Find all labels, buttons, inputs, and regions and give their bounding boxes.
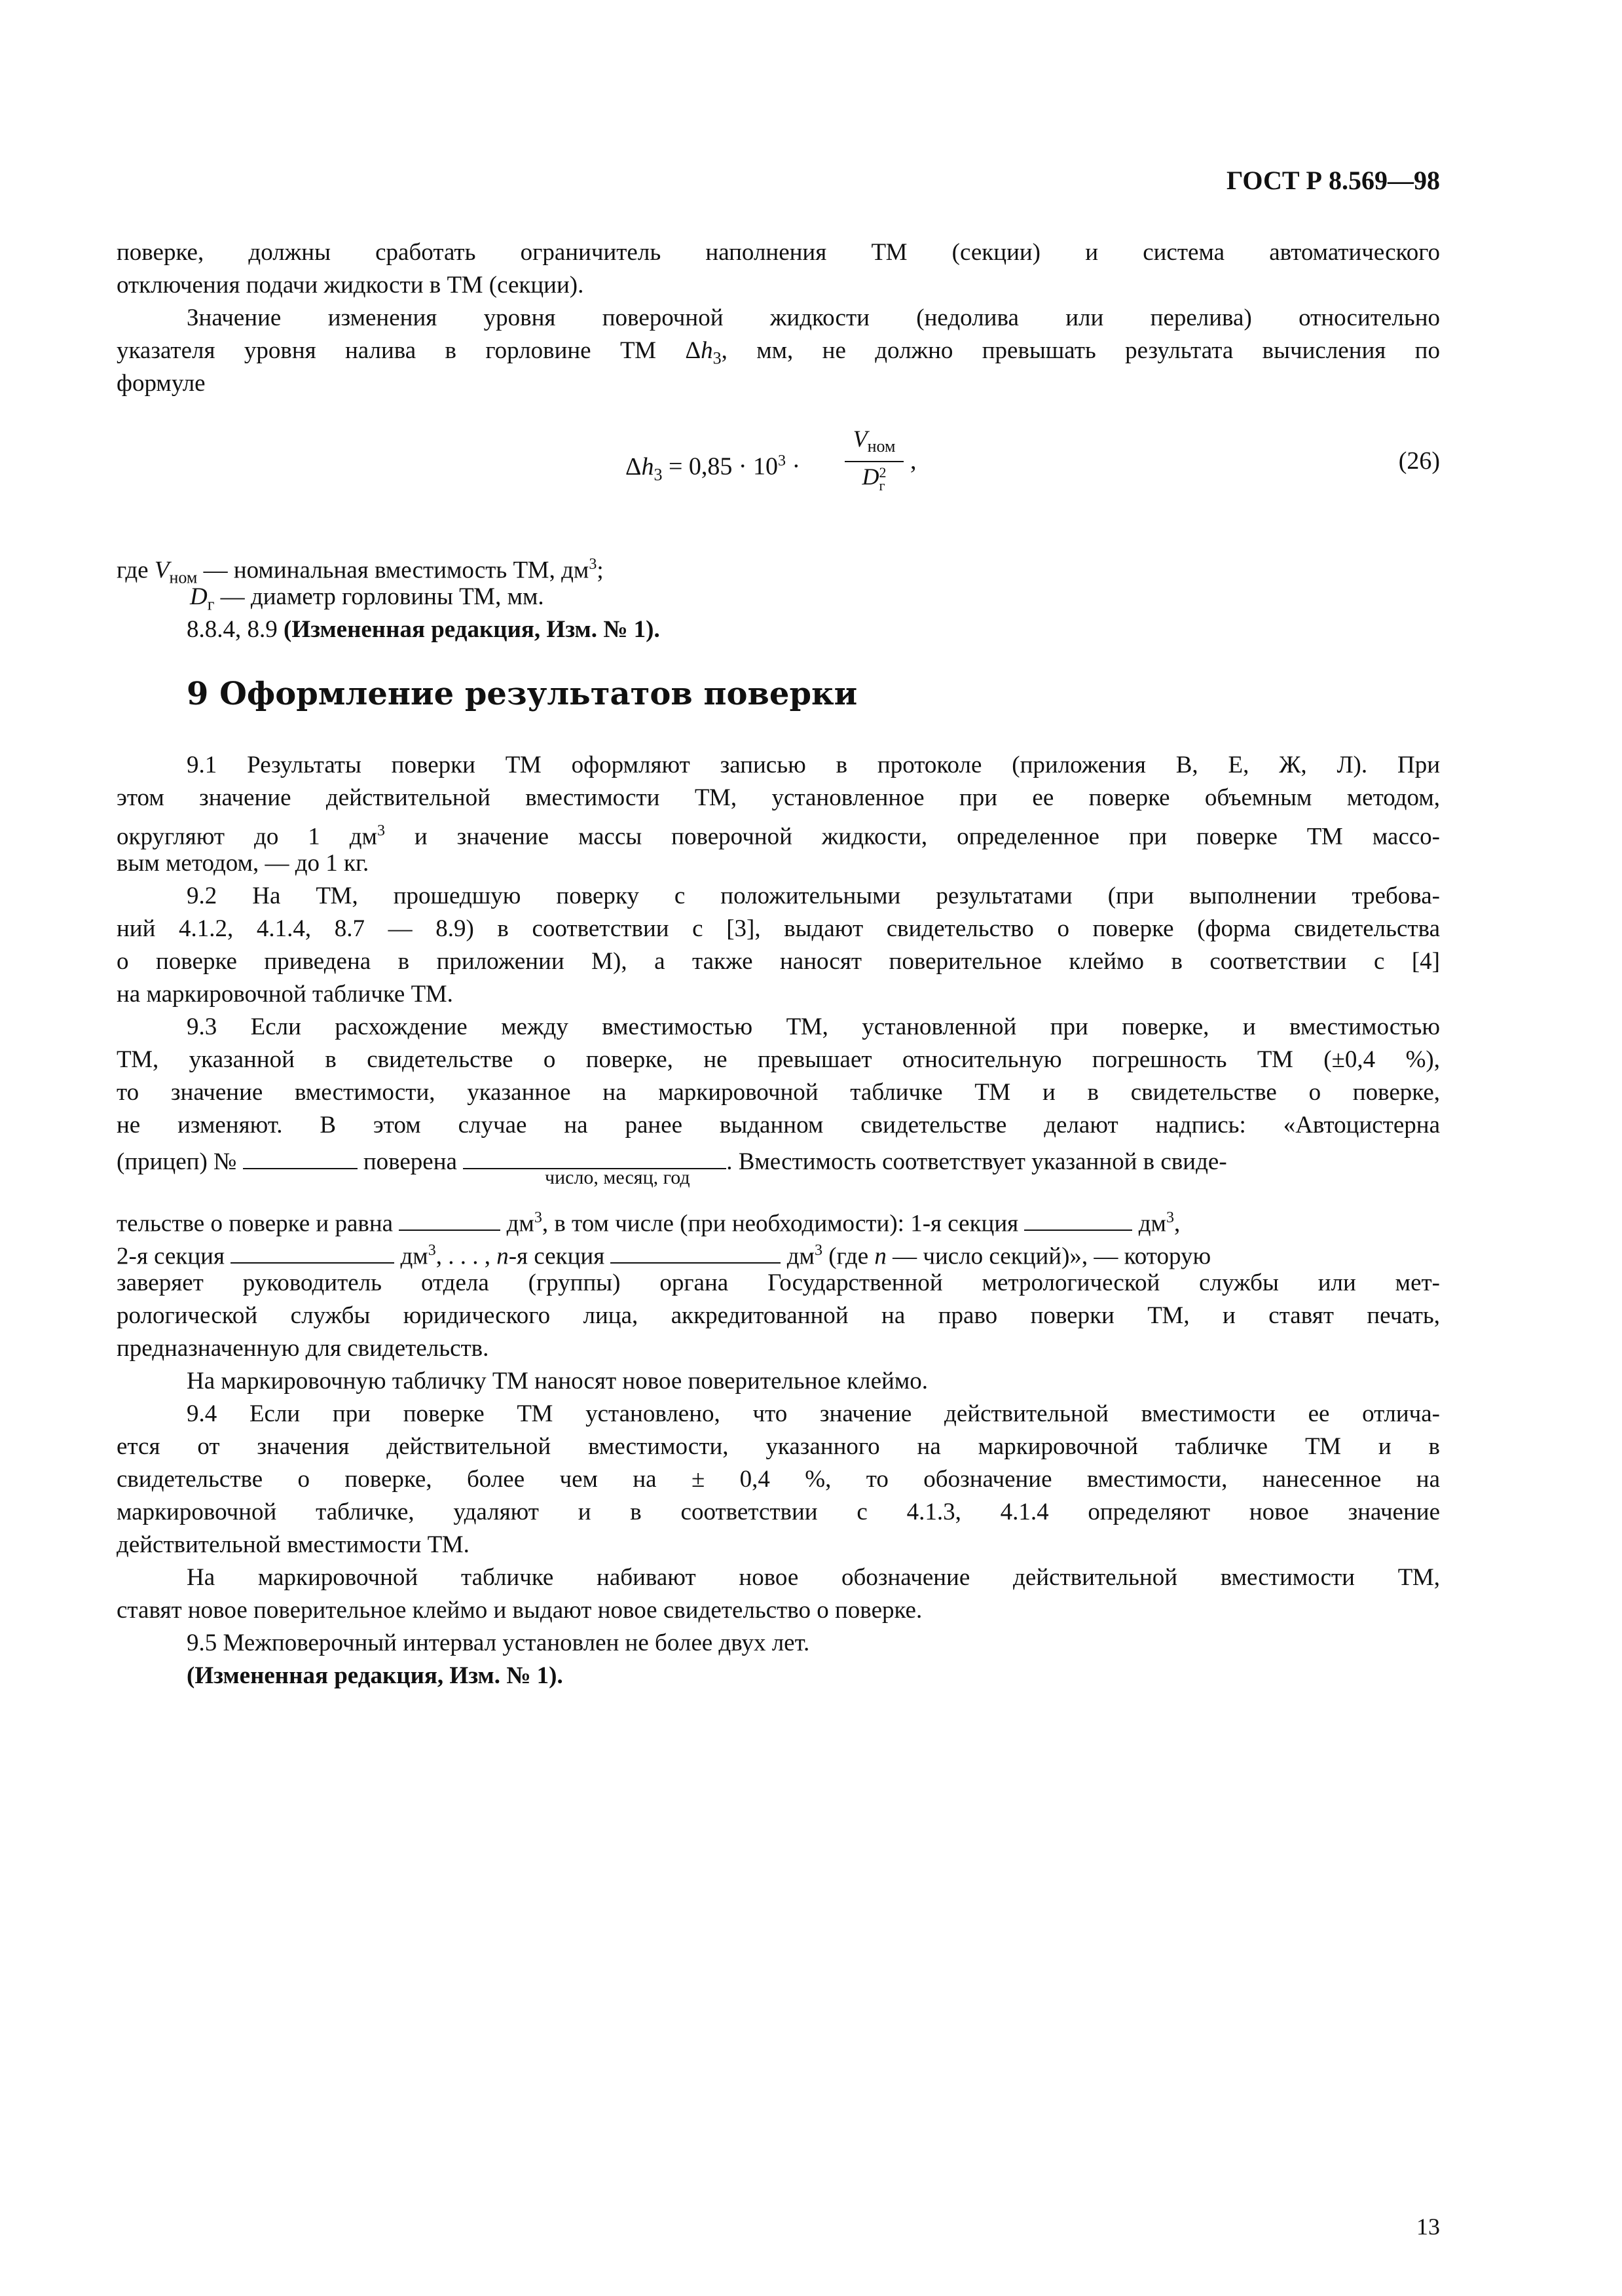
text-line: действительной вместимости ТМ. [117,1531,470,1558]
formula-dot: · [792,452,801,481]
text-line: о поверке приведена в приложении М), а также наносят поверительное клеймо в соответствии с [4] [117,948,1440,975]
text-line: ставят новое поверительное клеймо и выдают новое свидетельство о поверке. [117,1597,923,1624]
formula-rhs: = 0,85 · 10 [668,452,779,481]
text-line: ется от значения действительной вместимости, указанного на маркировочной табличке ТМ и в [117,1433,1440,1460]
section-title: 9 Оформление результатов поверки [187,676,858,712]
blank-field [243,1142,358,1169]
blank-field [1024,1204,1132,1231]
text-line: $D_г$ — диаметр горловины ТМ, мм. [190,583,544,614]
text-line: поверке, должны сработать ограничитель наполнения ТМ (секции) и система автоматического [117,239,1440,266]
caption-date: число, месяц, год [545,1167,690,1188]
text-line: 9.5 Межповерочный интервал установлен не более двух лет. [187,1630,810,1656]
text-span: , мм, не должно превышать результата вычисления по [721,337,1440,364]
text-line: 9.1 Результаты поверки ТМ оформляют записью в протоколе (приложения В, Е, Ж, Л). При [187,752,1440,778]
text-line: ний 4.1.2, 4.1.4, 8.7 — 8.9) в соответствии с [3], выдают свидетельство о поверке (форма свидетельства [117,915,1440,942]
text-line: ТМ, указанной в свидетельстве о поверке, не превышает относительную погрешность ТМ (±0,4 %), [117,1046,1440,1073]
subscript: ном [867,437,896,456]
text-line: формуле [117,370,206,397]
text-line: округляют до 1 $дм^3$ и значение массы поверочной жидкости, определенное при поверке ТМ массо- [117,822,1440,850]
text-line: то значение вместимости, указанное на маркировочной табличке ТМ и в свидетельстве о поверке, [117,1079,1440,1106]
text-line: отключения подачи жидкости в ТМ (секции). [117,272,584,299]
text-line: рологической службы юридического лица, аккредитованной на право поверки ТМ, и ставят печать, [117,1302,1440,1329]
superscript: 3 [778,452,786,469]
text-line: на маркировочной табличке ТМ. [117,981,453,1008]
document-header: ГОСТ Р 8.569—98 [1226,166,1440,195]
text-line: 8.8.4, 8.9 (Измененная редакция, Изм. № 1). [187,616,660,643]
text-line: тельстве о поверке и равна $дм^3$, в том числе (при необходимости): 1-я секция $дм^3$, [117,1202,1440,1239]
formula-lhs: $\Delta h_3$ [625,452,663,484]
text-line: 9.4 Если при поверке ТМ установлено, что значение действительной вместимости ее отлича- [187,1400,1440,1427]
formula-comma: , [910,447,917,475]
text-line: 9.2 На ТМ, прошедшую поверку с положительными результатами (при выполнении требова- [187,883,1440,909]
subscript: 3 [712,348,722,368]
text-line: На маркировочную табличку ТМ наносят новое поверительное клеймо. [187,1368,929,1394]
subscript: 3 [654,465,663,484]
text-line: 9.3 Если расхождение между вместимостью ТМ, установленной при поверке, и вместимостью [187,1013,1440,1040]
formula-26 [625,445,800,490]
text-line: 2-я секция $дм^3$, . . . , n-я секция $дм^3$ (где n — число секций)», — которую [117,1235,1440,1272]
text-line: не изменяют. В этом случае на ранее выданном свидетельстве делают надпись: «Автоцистерна [117,1112,1440,1139]
formula-fraction [845,424,904,492]
text-line: заверяет руководитель отдела (группы) органа Государственной метрологической службы или мет- [117,1269,1440,1296]
fraction-numerator: $V_{ном}$ [845,424,904,462]
text-line: (прицеп) № поверена . Вместимость соответствует указанной в свиде- [117,1142,1440,1178]
text-line: указателя уровня налива в горловине ТМ $\Delta h_3$, мм, не должно превышать результата вычисления по [117,337,1440,368]
text-line: вым методом, — до 1 кг. [117,850,369,877]
text-line: маркировочной табличке, удаляют и в соответствии с 4.1.3, 4.1.4 определяют новое значение [117,1499,1440,1525]
text-line: этом значение действительной вместимости ТМ, установленное при ее поверке объемным методом, [117,784,1440,811]
text-span: указателя уровня налива в горловине ТМ Δ [117,337,701,364]
amendment-note: (Измененная редакция, Изм. № 1). [187,1662,563,1689]
text-line: предназначенную для свидетельств. [117,1335,489,1362]
text-line: На маркировочной табличке набивают новое обозначение действительной вместимости ТМ, [187,1564,1440,1591]
text-line: свидетельстве о поверке, более чем на ± 0,4 %, то обозначение вместимости, нанесенное на [117,1466,1440,1493]
formula-number: (26) [1398,447,1440,475]
blank-field [463,1142,726,1169]
fraction-denominator: D 2 г [862,464,887,494]
page-number: 13 [1416,2214,1440,2240]
text-line: где $V_{ном}$ — номинальная вместимость ТМ, $дм^3$; [117,556,604,587]
blank-field [230,1237,394,1264]
text-line: Значение изменения уровня поверочной жидкости (недолива или перелива) относительно [187,304,1440,331]
blank-field [610,1237,781,1264]
blank-field [399,1204,500,1231]
